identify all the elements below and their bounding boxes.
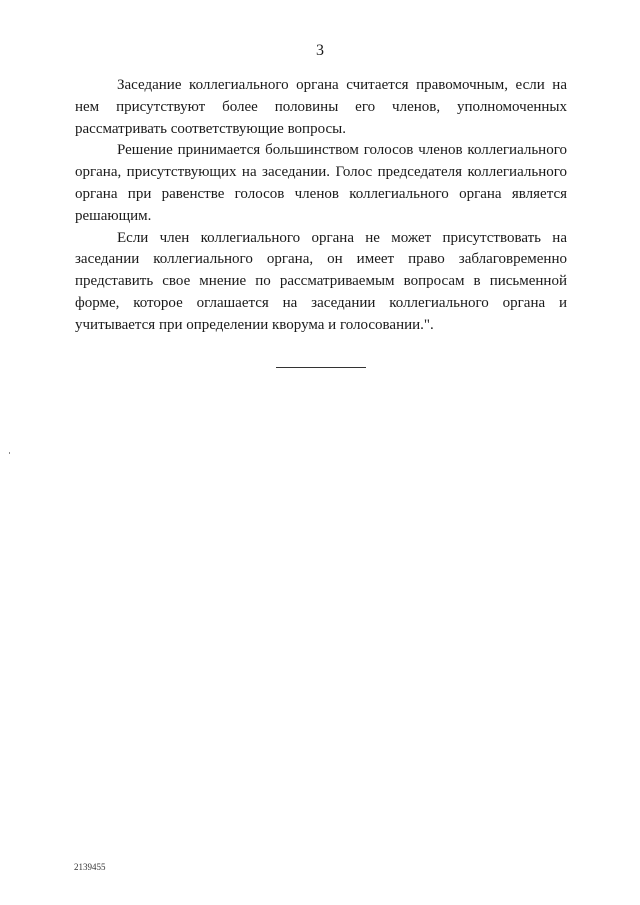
paragraph-written-opinion: Если член коллегиального органа не может присутствовать на заседании коллегиального органа, он имеет право заблаговременно представить свое мнение по рассматриваемым вопросам в письменной форме, которое оглашается на заседании коллегиального органа и учитывается при определении кворума и голосовании.". (75, 229, 567, 333)
document-code: 2139455 (74, 862, 106, 872)
end-of-text-separator (276, 367, 366, 368)
paragraph-decision: Решение принимается большинством голосов членов коллегиального органа, присутствующих на заседании. Голос председателя коллегиального органа при равенстве голосов членов коллегиального органа является решающим. (75, 142, 567, 224)
document-body (75, 75, 567, 337)
scan-speck (9, 452, 10, 454)
paragraph-quorum: Заседание коллегиального органа считается правомочным, если на нем присутствуют более половины его членов, уполномоченных рассматривать соответствующие вопросы. (75, 77, 567, 137)
page-number: 3 (316, 42, 324, 59)
